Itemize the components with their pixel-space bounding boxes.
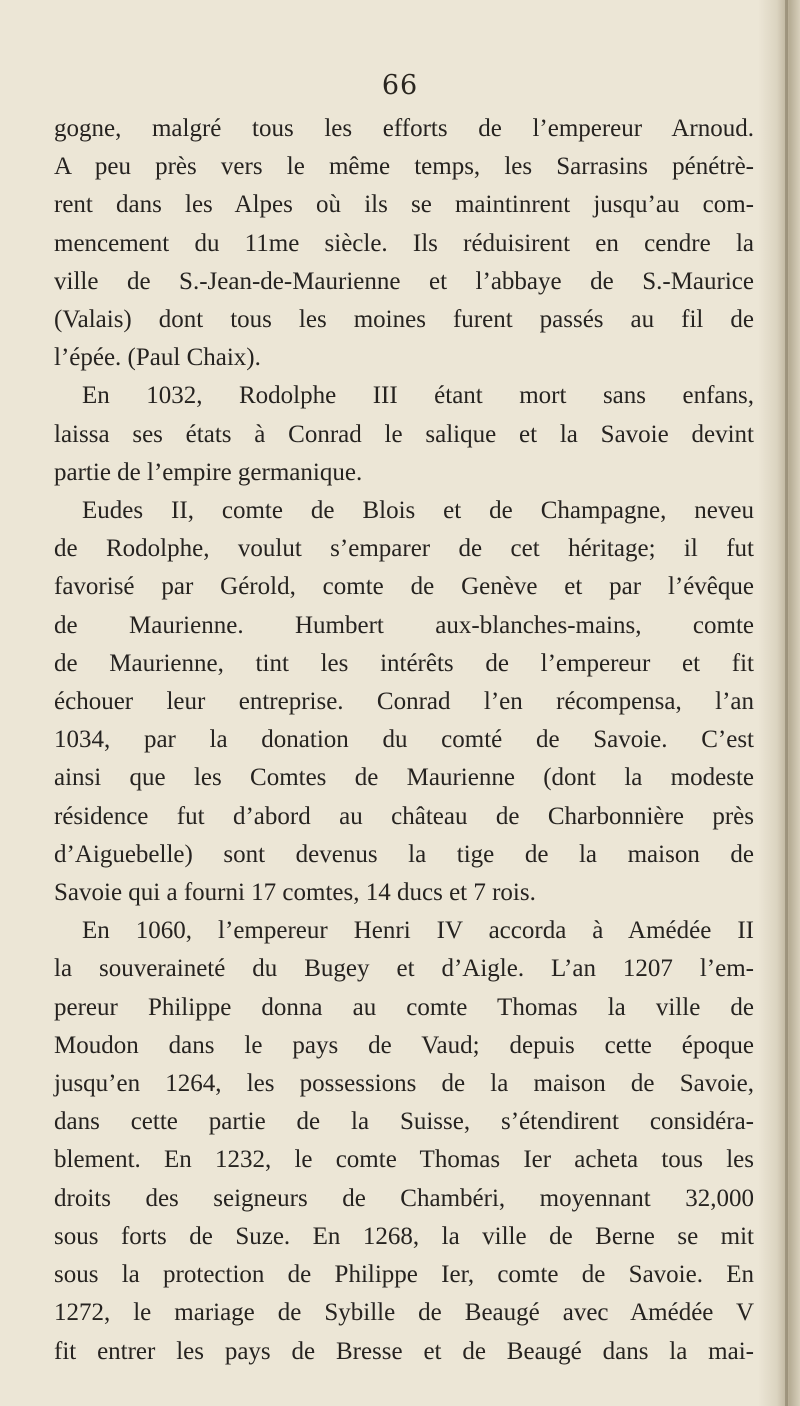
text-line: Moudon dans le pays de Vaud; depuis cette époque	[54, 1031, 754, 1059]
text-line: Eudes II, comte de Blois et de Champagne, neveu	[82, 497, 754, 525]
text-line: blement. En 1232, le comte Thomas Ier acheta tous les	[54, 1146, 754, 1174]
text-line: favorisé par Gérold, comte de Genève et par l’évêque	[54, 573, 754, 601]
text-line: partie de l’empire germanique.	[54, 458, 363, 486]
text-line: gogne, malgré tous les efforts de l’empereur Arnoud.	[54, 115, 754, 142]
text-line: ville de S.-Jean-de-Maurienne et l’abbaye de S.-Maurice	[54, 267, 754, 295]
text-line: échouer leur entreprise. Conrad l’en récompensa, l’an	[54, 688, 754, 716]
text-line: droits des seigneurs de Chambéri, moyennant 32,000	[54, 1184, 754, 1212]
text-line: fit entrer les pays de Bresse et de Beaugé dans la mai-	[54, 1337, 754, 1365]
text-line: de Maurienne. Humbert aux-blanches-mains, comte	[54, 611, 754, 639]
page-edge-line	[785, 0, 788, 1406]
text-line: sous la protection de Philippe Ier, comte de Savoie. En	[54, 1261, 754, 1289]
text-line: 1034, par la donation du comté de Savoie. C’est	[54, 726, 754, 754]
text-line: l’épée. (Paul Chaix).	[54, 344, 261, 372]
text-line: mencement du 11me siècle. Ils réduisirent en cendre la	[54, 229, 754, 257]
text-line: de Maurienne, tint les intérêts de l’empereur et fit	[54, 649, 754, 677]
text-line: En 1032, Rodolphe III étant mort sans enfans,	[82, 382, 754, 410]
text-line: jusqu’en 1264, les possessions de la maison de Savoie,	[54, 1070, 754, 1098]
text-line: de Rodolphe, voulut s’emparer de cet héritage; il fut	[54, 535, 754, 563]
text-line: rent dans les Alpes où ils se maintinrent jusqu’au com-	[54, 191, 754, 219]
body-text	[54, 110, 754, 1371]
text-line: laissa ses états à Conrad le salique et la Savoie devint	[54, 420, 754, 448]
text-line: (Valais) dont tous les moines furent passés au fil de	[54, 306, 754, 334]
text-line: la souveraineté du Bugey et d’Aigle. L’an 1207 l’em-	[54, 955, 754, 983]
page-edge-shadow	[758, 0, 800, 1406]
text-line: sous forts de Suze. En 1268, la ville de Berne se mit	[54, 1222, 754, 1250]
text-line: résidence fut d’abord au château de Charbonnière près	[54, 802, 754, 830]
text-line: d’Aiguebelle) sont devenus la tige de la maison de	[54, 840, 754, 868]
text-line: dans cette partie de la Suisse, s’étendirent considéra-	[54, 1108, 754, 1136]
text-line: 1272, le mariage de Sybille de Beaugé avec Amédée V	[54, 1299, 754, 1327]
text-line: En 1060, l’empereur Henri IV accorda à Amédée II	[82, 917, 754, 945]
text-line: Savoie qui a fourni 17 comtes, 14 ducs et 7 rois.	[54, 879, 536, 907]
text-line: pereur Philippe donna au comte Thomas la ville de	[54, 993, 754, 1021]
text-line: A peu près vers le même temps, les Sarrasins pénétrè-	[54, 153, 754, 181]
page-number: 66	[381, 70, 419, 101]
text-line: ainsi que les Comtes de Maurienne (dont la modeste	[54, 764, 754, 792]
